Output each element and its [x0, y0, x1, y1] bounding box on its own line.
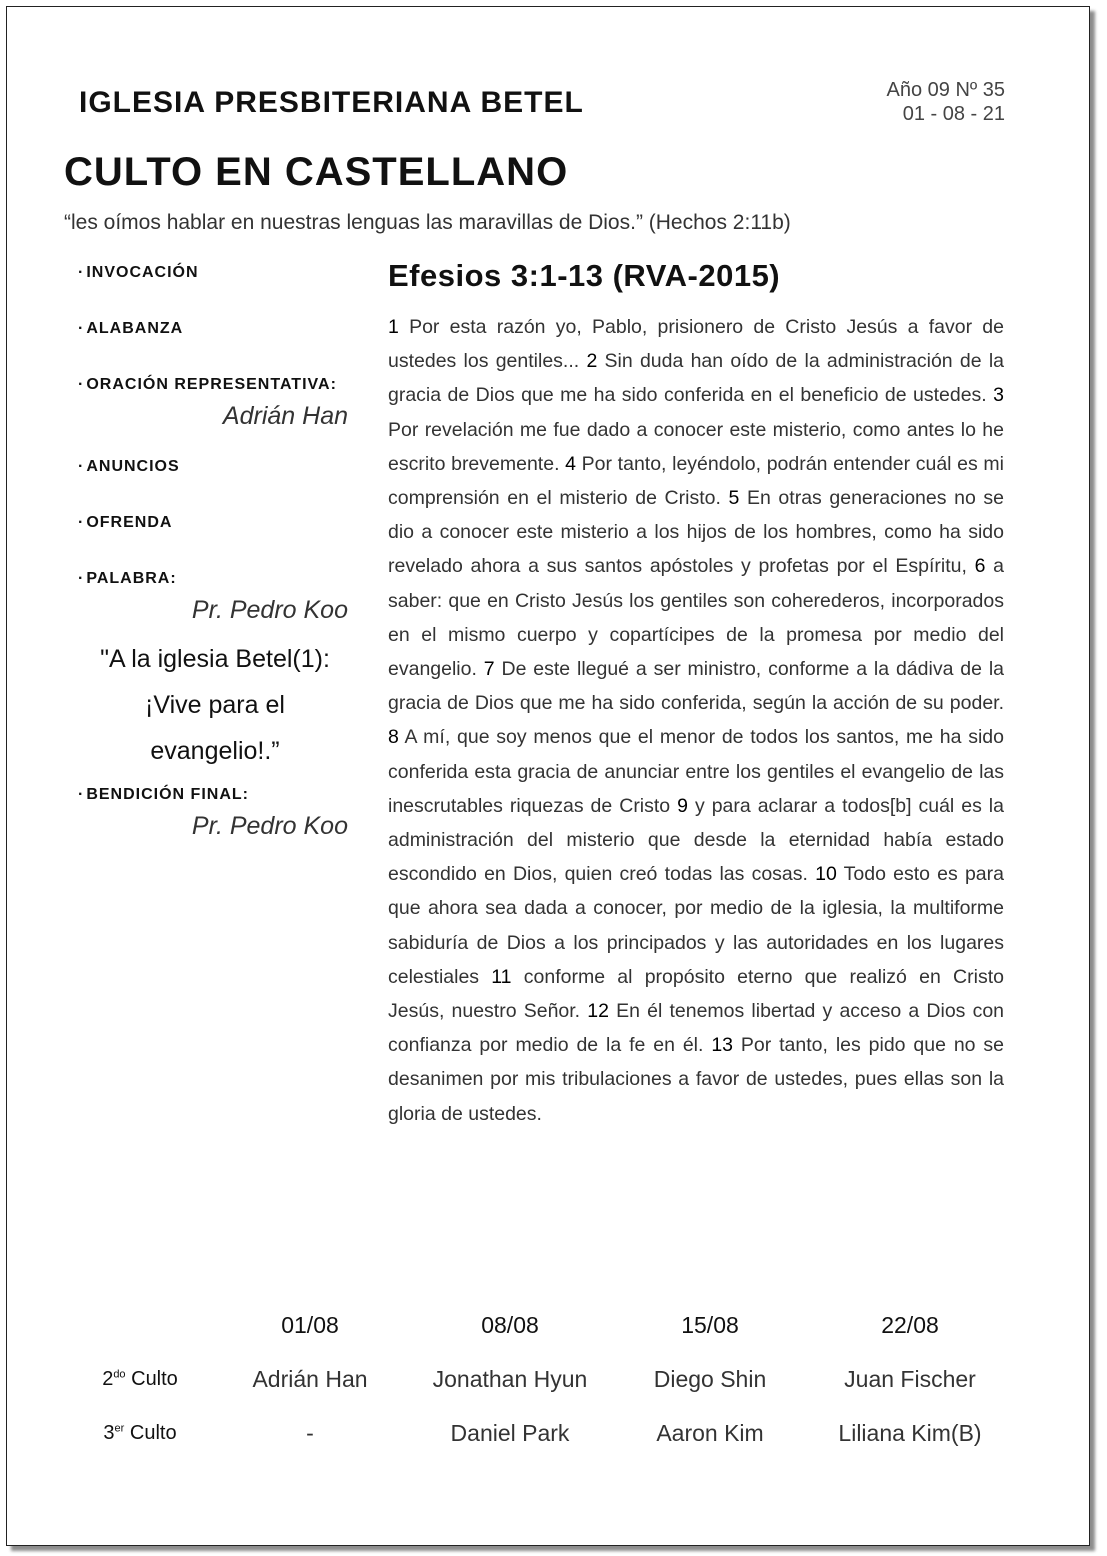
schedule-cell: Daniel Park	[450, 1419, 570, 1446]
verse-number: 10	[815, 863, 844, 886]
verse-number: 13	[711, 1034, 741, 1057]
schedule-row-label: 3er Culto	[103, 1421, 177, 1444]
issue-number: Año 09 Nº 35	[886, 79, 1005, 101]
schedule-cell: Jonathan Hyun	[432, 1365, 588, 1392]
verse-text: A mí, que soy menos que el menor de todos los santos, me ha sido conferida esta gracia de anunciar entre los gentiles el evangelio de las inescrutables riquezas de Cristo	[388, 726, 1004, 817]
schedule-row	[70, 1352, 1010, 1406]
schedule-cell: Diego Shin	[653, 1365, 767, 1392]
schedule-cell: Liliana Kim(B)	[838, 1419, 982, 1446]
bendicion-person: Pr. Pedro Koo	[191, 812, 348, 840]
order-item-alabanza: · ALABANZA	[78, 320, 184, 337]
verse-number: 7	[483, 658, 502, 681]
schedule-date: 08/08	[481, 1311, 539, 1338]
order-item-invocacion: · INVOCACIÓN	[78, 264, 199, 281]
order-of-service	[78, 262, 348, 866]
palabra-person: Pr. Pedro Koo	[191, 596, 348, 624]
schedule-date: 22/08	[881, 1311, 939, 1338]
order-item-bendicion: · BENDICIÓN FINAL:	[78, 786, 249, 803]
verse-number: 3	[993, 384, 1004, 407]
schedule-date: 15/08	[681, 1311, 739, 1338]
schedule-corner	[70, 1298, 210, 1352]
verse-number: 8	[388, 726, 405, 749]
scripture-text	[388, 310, 1004, 1131]
verse-number: 9	[677, 794, 695, 817]
issue-date: 01 - 08 - 21	[902, 103, 1005, 125]
verse-text: a saber: que en Cristo Jesús los gentiles son coherederos, incorporados en el mismo cuerpo y copartícipes de la promesa por medio del evangelio.	[388, 555, 1004, 681]
schedule-cell: Aaron Kim	[656, 1419, 764, 1446]
issue-info	[887, 78, 1006, 126]
verse-text: Por tanto, leyéndolo, podrán entender cuál es mi comprensión en el misterio de Cristo.	[388, 452, 1004, 510]
schedule-row-label: $2^{do}$ Culto	[102, 1367, 178, 1390]
schedule-row	[70, 1406, 1010, 1460]
theme-verse: “les oímos hablar en nuestras lenguas las maravillas de Dios.” (Hechos 2:11b)	[64, 211, 791, 234]
schedule-header-row	[70, 1298, 1010, 1352]
verse-text: Todo esto es para que ahora sea dada a conocer, por medio de la iglesia, la multiforme sabiduría de Dios a los principados y las autoridades en los lugares celestiales	[388, 863, 1004, 988]
order-item-oracion: · ORACIÓN REPRESENTATIVA:	[78, 376, 337, 393]
verse-number: 2	[586, 350, 605, 373]
verse-text: Por esta razón yo, Pablo, prisionero de Cristo Jesús a favor de ustedes los gentiles...	[388, 316, 1004, 373]
verse-number: 6	[974, 555, 994, 578]
schedule-cell: Juan Fischer	[844, 1365, 976, 1392]
verse-number: 12	[587, 1000, 617, 1023]
sermon-title: "A la iglesia Betel(1): ¡Vive para el evangelio!.”	[100, 645, 330, 765]
verse-text: Por revelación me fue dado a conocer este misterio, como antes lo he escrito brevemente.	[388, 418, 1004, 475]
order-item-ofrenda: · OFRENDA	[78, 514, 173, 531]
verse-text: En otras generaciones no se dio a conocer este misterio a los hijos de los hombres, como ha sido revelado ahora a sus santos apóstoles y profetas por el Espíritu,	[388, 487, 1005, 578]
verse-number: 5	[728, 487, 747, 510]
order-item-palabra: · PALABRA:	[78, 570, 177, 587]
church-name: IGLESIA PRESBITERIANA BETEL	[79, 86, 584, 119]
verse-text: Sin duda han oído de la administración de la gracia de Dios que me ha sido conferida en el beneficio de ustedes.	[388, 350, 1004, 407]
service-title: CULTO EN CASTELLANO	[64, 150, 569, 194]
order-item-anuncios: · ANUNCIOS	[78, 458, 180, 475]
scripture-title: Efesios 3:1-13 (RVA-2015)	[388, 258, 781, 293]
schedule-cell: Adrián Han	[252, 1365, 368, 1392]
preaching-schedule	[70, 1298, 1010, 1460]
verse-text: Por tanto, les pido que no se desanimen por mis tribulaciones a favor de ustedes, pues ellas son la gloria de ustedes.	[388, 1034, 1004, 1125]
verse-number: 11	[491, 965, 524, 988]
oracion-person: Adrián Han	[222, 402, 348, 430]
verse-number: 1	[388, 316, 410, 338]
verse-text: De este llegué a ser ministro, conforme a la dádiva de la gracia de Dios que me ha sido conferida, según la acción de su poder.	[388, 658, 1005, 715]
verse-text: En él tenemos libertad y acceso a Dios con confianza por medio de la fe en él.	[388, 1000, 1005, 1057]
schedule-date: 01/08	[281, 1311, 339, 1338]
verse-number: 4	[565, 452, 582, 475]
schedule-cell: -	[306, 1419, 314, 1446]
verse-text: conforme al propósito eterno que realizó en Cristo Jesús, nuestro Señor.	[388, 965, 1004, 1023]
verse-text: y para aclarar a todos[b] cuál es la administración del misterio que desde la eternidad había estado escondido en Dios, quien creó todas las cosas.	[388, 794, 1004, 886]
